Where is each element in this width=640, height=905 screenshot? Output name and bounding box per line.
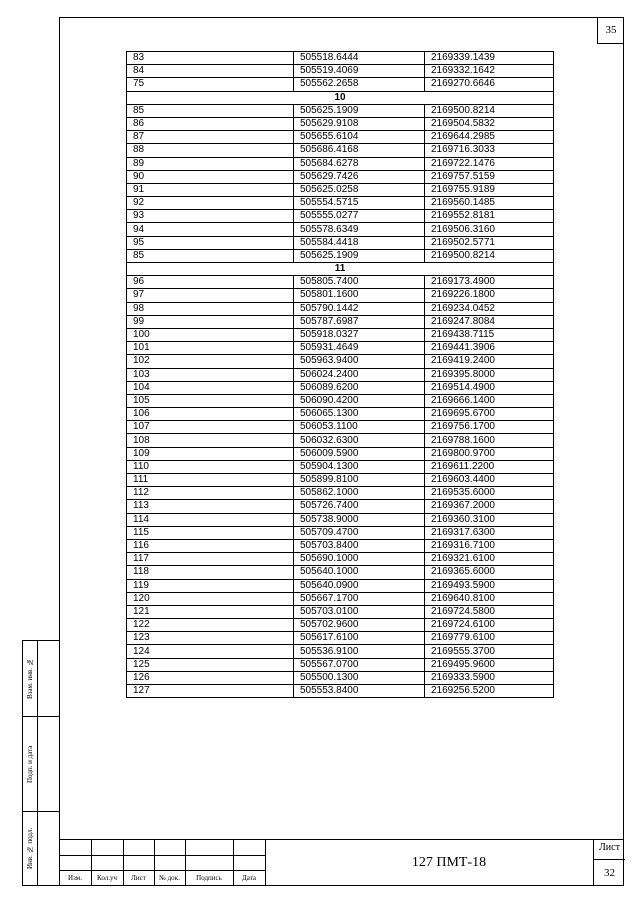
coord-x: 505555.0277 [294, 210, 425, 223]
header-change: Изм. [68, 874, 82, 882]
point-number: 89 [127, 157, 294, 170]
table-row [127, 210, 554, 223]
coord-y: 2169502.5771 [425, 236, 554, 249]
coord-y: 2169332.1642 [425, 65, 554, 78]
point-number: 90 [127, 170, 294, 183]
coord-x: 505904.1300 [294, 460, 425, 473]
coord-y: 2169438.7115 [425, 328, 554, 341]
point-number: 126 [127, 671, 294, 684]
point-number: 127 [127, 685, 294, 698]
point-number: 114 [127, 513, 294, 526]
table-row [127, 78, 554, 91]
coord-x: 505553.8400 [294, 685, 425, 698]
point-number: 102 [127, 355, 294, 368]
table-row [127, 276, 554, 289]
coord-x: 505640.0900 [294, 579, 425, 592]
table-row [127, 381, 554, 394]
table-row [127, 658, 554, 671]
coord-x: 505684.6278 [294, 157, 425, 170]
point-number: 86 [127, 117, 294, 130]
point-number: 93 [127, 210, 294, 223]
point-number: 87 [127, 131, 294, 144]
coord-y: 2169666.1400 [425, 394, 554, 407]
table-row [127, 157, 554, 170]
coord-y: 2169644.2985 [425, 131, 554, 144]
coord-y: 2169500.8214 [425, 249, 554, 262]
coord-y: 2169339.1439 [425, 52, 554, 65]
coord-x: 506053.1100 [294, 421, 425, 434]
point-number: 91 [127, 183, 294, 196]
point-number: 100 [127, 328, 294, 341]
point-number: 115 [127, 526, 294, 539]
table-row [127, 566, 554, 579]
coord-x: 505703.8400 [294, 539, 425, 552]
point-number: 99 [127, 315, 294, 328]
coord-y: 2169560.1485 [425, 197, 554, 210]
point-number: 116 [127, 539, 294, 552]
point-number: 84 [127, 65, 294, 78]
point-number: 103 [127, 368, 294, 381]
coord-x: 505667.1700 [294, 592, 425, 605]
coord-x: 505805.7400 [294, 276, 425, 289]
coord-x: 506009.5900 [294, 447, 425, 460]
point-number: 109 [127, 447, 294, 460]
coord-y: 2169367.2000 [425, 500, 554, 513]
table-row [127, 526, 554, 539]
margin-label-inventory: Инв. № подл. [26, 827, 34, 870]
table-row [127, 342, 554, 355]
coord-x: 505536.9100 [294, 645, 425, 658]
table-row [127, 474, 554, 487]
point-number: 110 [127, 460, 294, 473]
point-number: 111 [127, 474, 294, 487]
table-row [127, 671, 554, 684]
coord-x: 505562.2658 [294, 78, 425, 91]
coord-x: 505703.0100 [294, 605, 425, 618]
coord-y: 2169360.3100 [425, 513, 554, 526]
table-row [127, 645, 554, 658]
point-number: 121 [127, 605, 294, 618]
coord-x: 505655.6104 [294, 131, 425, 144]
coord-x: 505519.4069 [294, 65, 425, 78]
table-row [127, 183, 554, 196]
coord-y: 2169756.1700 [425, 421, 554, 434]
coord-y: 2169535.6000 [425, 487, 554, 500]
coord-x: 505899.8100 [294, 474, 425, 487]
coord-x: 505629.7426 [294, 170, 425, 183]
point-number: 98 [127, 302, 294, 315]
coord-y: 2169552.8181 [425, 210, 554, 223]
header-date: Дата [242, 874, 256, 882]
point-number: 85 [127, 249, 294, 262]
table-row [127, 619, 554, 632]
table-row [127, 355, 554, 368]
coord-y: 2169716.3033 [425, 144, 554, 157]
table-row [127, 685, 554, 698]
revision-grid [59, 840, 265, 886]
point-number: 112 [127, 487, 294, 500]
table-row [127, 328, 554, 341]
point-number: 75 [127, 78, 294, 91]
coord-y: 2169493.5900 [425, 579, 554, 592]
table-row [127, 460, 554, 473]
table-row [127, 394, 554, 407]
coord-y: 2169779.6100 [425, 632, 554, 645]
coord-x: 505790.1442 [294, 302, 425, 315]
table-row [127, 487, 554, 500]
coord-x: 505578.6349 [294, 223, 425, 236]
table-row [127, 144, 554, 157]
sheet-label: Лист [599, 842, 620, 853]
point-number: 113 [127, 500, 294, 513]
coord-x: 505862.1000 [294, 487, 425, 500]
coord-y: 2169724.6100 [425, 619, 554, 632]
header-sheet: Лист [131, 874, 146, 882]
table-row [127, 104, 554, 117]
table-row [127, 434, 554, 447]
table-row [127, 65, 554, 78]
coord-y: 2169234.0452 [425, 302, 554, 315]
table-row [127, 117, 554, 130]
table-row [127, 553, 554, 566]
coord-x: 505625.1909 [294, 104, 425, 117]
header-doc-no: № док. [159, 874, 180, 882]
coord-y: 2169755.9189 [425, 183, 554, 196]
table-row [127, 197, 554, 210]
coord-x: 506065.1300 [294, 408, 425, 421]
table-row [127, 447, 554, 460]
coord-y: 2169500.8214 [425, 104, 554, 117]
point-number: 105 [127, 394, 294, 407]
coord-x: 505931.4649 [294, 342, 425, 355]
point-number: 92 [127, 197, 294, 210]
coord-y: 2169506.3160 [425, 223, 554, 236]
sheet-box [593, 840, 624, 886]
coord-y: 2169247.8084 [425, 315, 554, 328]
coord-y: 2169333.5900 [425, 671, 554, 684]
point-number: 85 [127, 104, 294, 117]
coord-x: 505963.9400 [294, 355, 425, 368]
table-row [127, 315, 554, 328]
table-row [127, 539, 554, 552]
coord-x: 505584.4418 [294, 236, 425, 249]
section-header-row [127, 91, 554, 104]
table-row [127, 302, 554, 315]
table-row [127, 421, 554, 434]
coord-x: 505918.0327 [294, 328, 425, 341]
coord-y: 2169800.9700 [425, 447, 554, 460]
coord-y: 2169316.7100 [425, 539, 554, 552]
point-number: 125 [127, 658, 294, 671]
point-number: 107 [127, 421, 294, 434]
point-number: 118 [127, 566, 294, 579]
coord-x: 505690.1000 [294, 553, 425, 566]
point-number: 119 [127, 579, 294, 592]
point-number: 106 [127, 408, 294, 421]
coord-y: 2169441.3906 [425, 342, 554, 355]
table-row [127, 500, 554, 513]
table-row [127, 52, 554, 65]
table-row [127, 632, 554, 645]
header-qty: Кол.уч [97, 874, 117, 882]
coord-x: 506024.2400 [294, 368, 425, 381]
table-row [127, 579, 554, 592]
coord-y: 2169256.5200 [425, 685, 554, 698]
coord-y: 2169695.6700 [425, 408, 554, 421]
coord-x: 505567.0700 [294, 658, 425, 671]
coord-y: 2169495.9600 [425, 658, 554, 671]
coord-x: 505726.7400 [294, 500, 425, 513]
point-number: 104 [127, 381, 294, 394]
point-number: 101 [127, 342, 294, 355]
table-row [127, 223, 554, 236]
point-number: 123 [127, 632, 294, 645]
point-number: 83 [127, 52, 294, 65]
coord-y: 2169722.1476 [425, 157, 554, 170]
table-row [127, 513, 554, 526]
table-row [127, 408, 554, 421]
coord-y: 2169504.5832 [425, 117, 554, 130]
section-label: 11 [127, 263, 554, 276]
coord-x: 506090.4200 [294, 394, 425, 407]
coord-x: 505686.4168 [294, 144, 425, 157]
header-signature: Подпись [196, 874, 222, 882]
coord-x: 505787.6987 [294, 315, 425, 328]
margin-label-sign-date: Подп. и дата [26, 745, 34, 784]
coord-x: 505500.1300 [294, 671, 425, 684]
coord-y: 2169555.3700 [425, 645, 554, 658]
table-row [127, 170, 554, 183]
document-code: 127 ПМТ-18 [411, 855, 487, 870]
coord-x: 505709.4700 [294, 526, 425, 539]
coord-x: 505640.1000 [294, 566, 425, 579]
coord-y: 2169514.4900 [425, 381, 554, 394]
coord-x: 505702.9600 [294, 619, 425, 632]
table-row [127, 236, 554, 249]
coord-x: 505801.1600 [294, 289, 425, 302]
coord-x: 505617.6100 [294, 632, 425, 645]
margin-stamp [22, 640, 60, 886]
coord-x: 505625.0258 [294, 183, 425, 196]
coord-y: 2169226.1800 [425, 289, 554, 302]
coordinates-table [126, 51, 554, 698]
coord-y: 2169757.5159 [425, 170, 554, 183]
coord-y: 2169270.6646 [425, 78, 554, 91]
point-number: 108 [127, 434, 294, 447]
point-number: 124 [127, 645, 294, 658]
coord-x: 505518.6444 [294, 52, 425, 65]
coord-x: 506032.6300 [294, 434, 425, 447]
table-row [127, 592, 554, 605]
table-row [127, 289, 554, 302]
point-number: 97 [127, 289, 294, 302]
point-number: 94 [127, 223, 294, 236]
coord-x: 505554.5715 [294, 197, 425, 210]
coord-y: 2169611.2200 [425, 460, 554, 473]
point-number: 88 [127, 144, 294, 157]
coord-y: 2169788.1600 [425, 434, 554, 447]
coord-y: 2169395.8000 [425, 368, 554, 381]
coord-y: 2169724.5800 [425, 605, 554, 618]
table-row [127, 131, 554, 144]
coord-y: 2169640.8100 [425, 592, 554, 605]
point-number: 120 [127, 592, 294, 605]
point-number: 96 [127, 276, 294, 289]
coord-y: 2169173.4900 [425, 276, 554, 289]
section-header-row [127, 263, 554, 276]
section-label: 10 [127, 91, 554, 104]
table-row [127, 368, 554, 381]
coord-y: 2169365.6000 [425, 566, 554, 579]
coord-x: 505625.1909 [294, 249, 425, 262]
point-number: 95 [127, 236, 294, 249]
coord-y: 2169603.4400 [425, 474, 554, 487]
coord-x: 506089.6200 [294, 381, 425, 394]
table-row [127, 249, 554, 262]
page-number-top: 35 [597, 18, 624, 44]
point-number: 117 [127, 553, 294, 566]
coord-y: 2169419.2400 [425, 355, 554, 368]
coord-x: 505738.9000 [294, 513, 425, 526]
point-number: 122 [127, 619, 294, 632]
margin-label-replacement: Взам. инв. № [26, 658, 34, 700]
table-row [127, 605, 554, 618]
coord-y: 2169321.6100 [425, 553, 554, 566]
title-block [59, 839, 624, 886]
coord-y: 2169317.6300 [425, 526, 554, 539]
coord-x: 505629.9108 [294, 117, 425, 130]
sheet-number: 32 [594, 859, 625, 886]
